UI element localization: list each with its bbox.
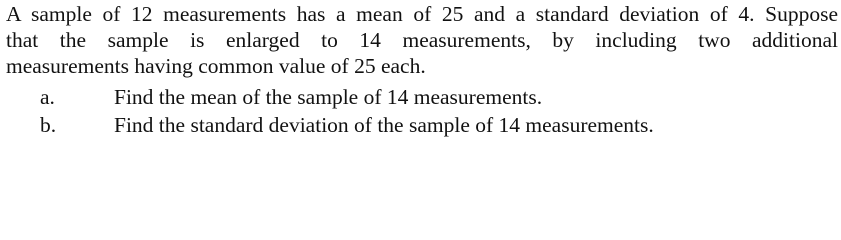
sub-question-a-text: Find the mean of the sample of 14 measurements.: [114, 85, 543, 109]
paragraph-line-2: that the sample is enlarged to 14 measurements, by including two additional: [6, 28, 838, 52]
question-paragraph: [6, 1, 838, 79]
sub-question-b-marker: b.: [40, 113, 57, 137]
sub-question-b-text: Find the standard deviation of the sample of 14 measurements.: [114, 113, 654, 137]
paragraph-line-3: measurements having common value of 25 each.: [6, 54, 426, 78]
paragraph-line-1: A sample of 12 measurements has a mean of 25 and a standard deviation of 4. Suppose: [6, 2, 838, 26]
sub-question-a-marker: a.: [40, 85, 55, 109]
